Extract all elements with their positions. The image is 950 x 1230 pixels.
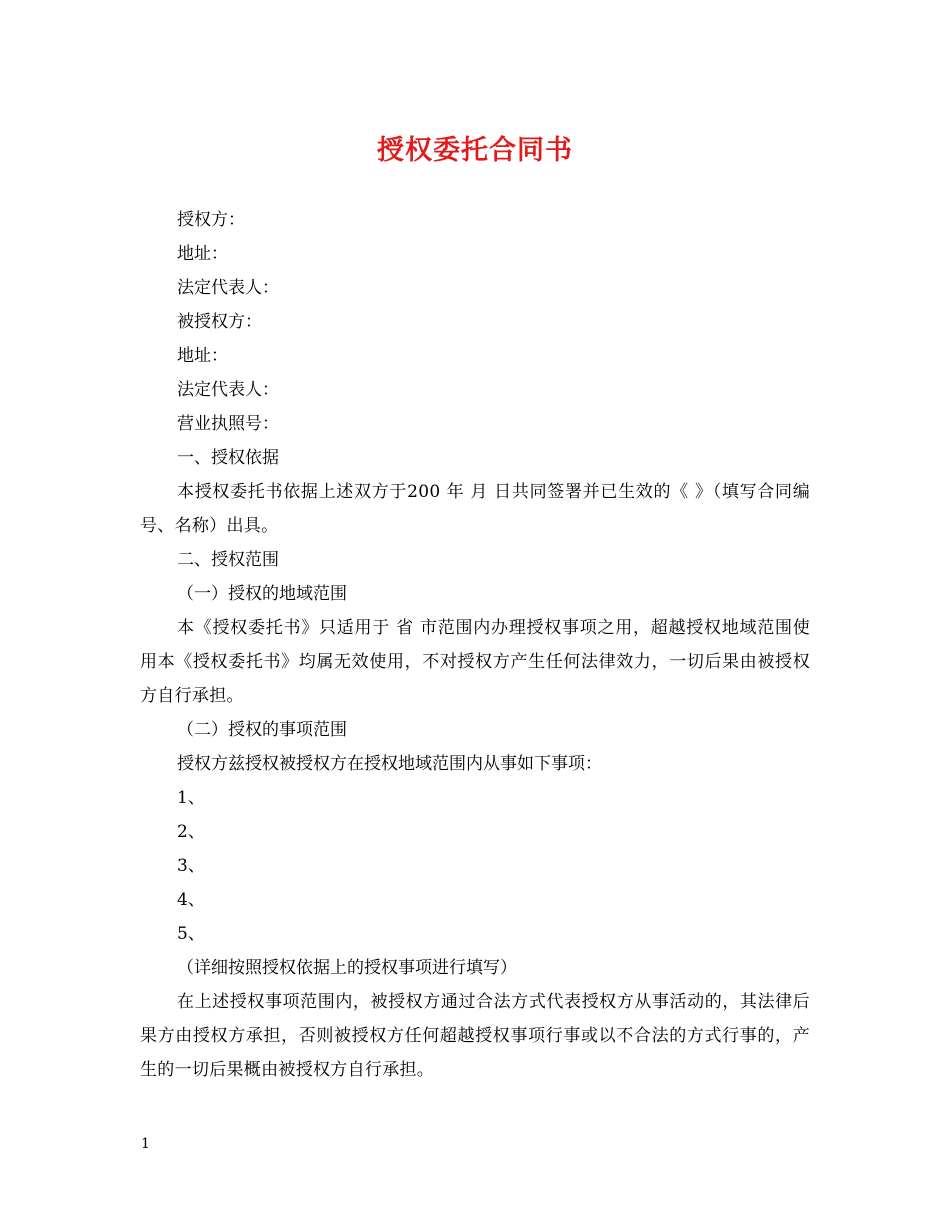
list-item: 5、 — [177, 924, 205, 944]
fill-note: （详细按照授权依据上的授权事项进行填写） — [177, 958, 517, 978]
list-item: 1、 — [177, 788, 205, 808]
grantor-address-line: 地址： — [177, 244, 228, 264]
grantee-address-line: 地址： — [177, 346, 228, 366]
grantee-representative-line: 法定代表人： — [177, 380, 279, 400]
list-item: 3、 — [177, 856, 205, 876]
consequence-paragraph: 在上述授权事项范围内，被授权方通过合法方式代表授权方从事活动的，其法律后果方由授权方承担，否则被授权方任何超越授权事项行事或以不合法的方式行事的，产生的一切后果概由被授权方自行承担。 — [140, 992, 810, 1080]
section-heading-basis: 一、授权依据 — [177, 448, 279, 468]
list-item: 2、 — [177, 822, 205, 842]
subsection-heading-region: （一）授权的地域范围 — [177, 584, 347, 604]
grantor-representative-line: 法定代表人： — [177, 278, 279, 298]
region-paragraph: 本《授权委托书》只适用于 省 市范围内办理授权事项之用，超越授权地域范围使用本《授权委托书》均属无效使用，不对授权方产生任何法律效力，一切后果由被授权方自行承担。 — [140, 618, 810, 706]
business-license-line: 营业执照号： — [177, 414, 279, 434]
grantee-line: 被授权方： — [177, 312, 262, 332]
list-item: 4、 — [177, 890, 205, 910]
matters-intro: 授权方兹授权被授权方在授权地域范围内从事如下事项： — [177, 754, 602, 774]
document-body — [140, 203, 810, 1087]
subsection-heading-matters: （二）授权的事项范围 — [177, 720, 347, 740]
document-title: 授权委托合同书 — [377, 135, 573, 166]
grantor-line: 授权方： — [177, 210, 245, 230]
section-heading-scope: 二、授权范围 — [177, 550, 279, 570]
basis-paragraph: 本授权委托书依据上述双方于200 年 月 日共同签署并已生效的《 》（填写合同编号、名称）出具。 — [140, 482, 810, 536]
page-number: 1 — [141, 1136, 150, 1152]
